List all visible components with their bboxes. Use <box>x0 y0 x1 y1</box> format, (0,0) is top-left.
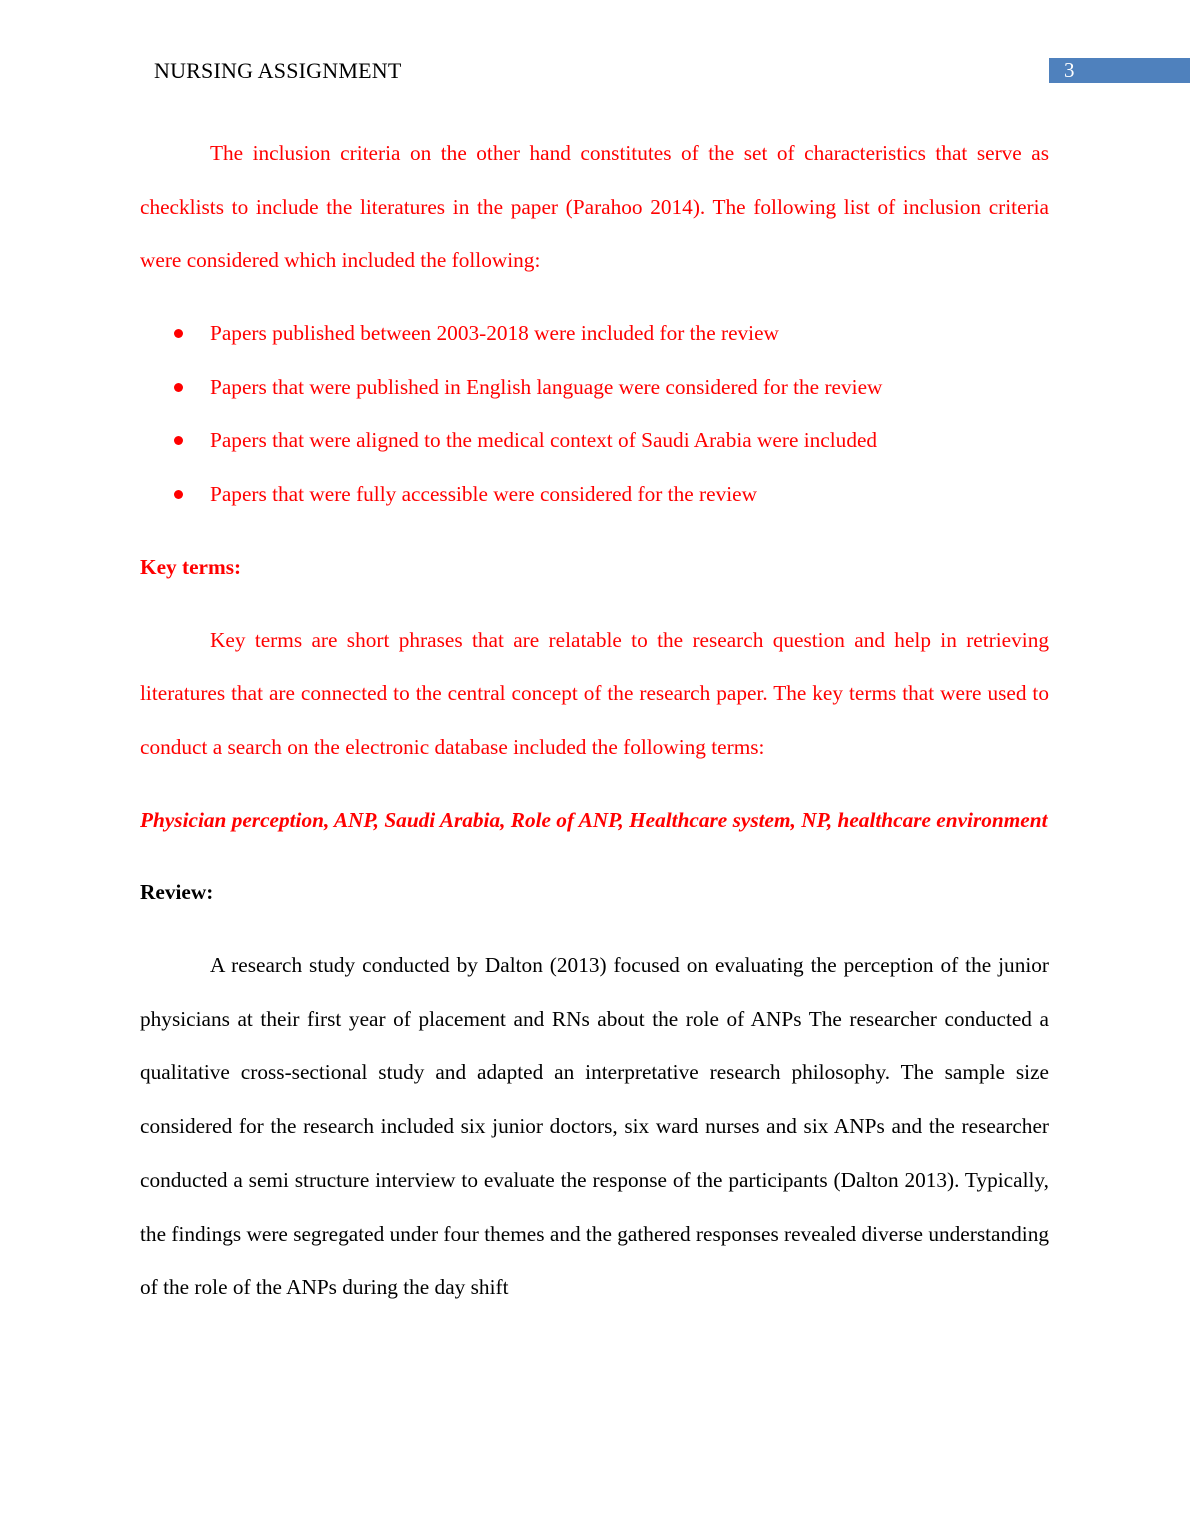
list-item <box>140 414 1049 468</box>
running-header-title: NURSING ASSIGNMENT <box>154 58 402 83</box>
list-item-text: Papers published between 2003-2018 were included for the review <box>210 321 779 346</box>
key-terms-heading: Key terms: <box>140 554 242 579</box>
list-item <box>140 361 1049 415</box>
list-item <box>140 307 1049 361</box>
key-terms-list: Physician perception, ANP, Saudi Arabia, Role of ANP, Healthcare system, NP, healthcare environment <box>140 807 1048 832</box>
review-paragraph: A research study conducted by Dalton (2013) focused on evaluating the perception of the junior physicians at their first year of placement and RNs about the role of ANPs The researcher conducted a qualitative cross-sectional study and adapted an interpretative research philosophy. The sample size considered for the research included six junior doctors, six ward nurses and six ANPs and the researcher conducted a semi structure interview to evaluate the response of the participants (Dalton 2013). Typically, the findings were segregated under four themes and the gathered responses revealed diverse understanding of the role of the ANPs during the day shift <box>140 953 1049 1300</box>
list-item <box>140 468 1049 522</box>
page-number-badge: 3 <box>1049 58 1190 83</box>
review-heading: Review: <box>140 880 214 905</box>
bullet-icon <box>174 329 183 338</box>
bullet-icon <box>174 436 183 445</box>
key-terms-paragraph: Key terms are short phrases that are relatable to the research question and help in retrieving literatures that are connected to the central concept of the research paper. The key terms that were used to conduct a search on the electronic database included the following terms: <box>140 627 1049 759</box>
list-item-text: Papers that were fully accessible were considered for the review <box>210 482 757 507</box>
bullet-icon <box>174 490 183 499</box>
bullet-icon <box>174 383 183 392</box>
list-item-text: Papers that were aligned to the medical context of Saudi Arabia were included <box>210 428 878 453</box>
list-item-text: Papers that were published in English language were considered for the review <box>210 374 883 399</box>
inclusion-criteria-list <box>140 307 1049 522</box>
inclusion-criteria-paragraph: The inclusion criteria on the other hand constitutes of the set of characteristics that serve as checklists to include the literatures in the paper (Parahoo 2014). The following list of inclusion criteria were considered which included the following: <box>140 141 1049 273</box>
document-body <box>140 127 1049 1315</box>
